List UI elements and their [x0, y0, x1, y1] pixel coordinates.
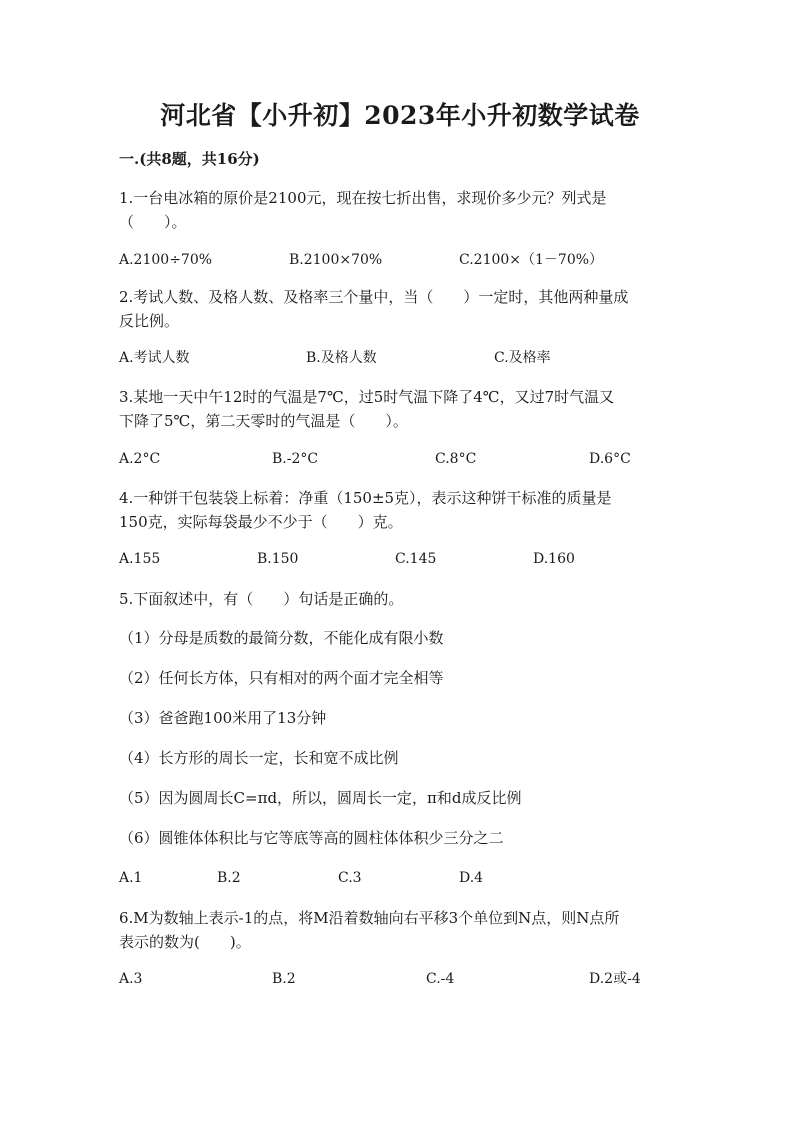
- question-6-stem-line-2: 表示的数为( )。: [119, 933, 251, 951]
- question-6-option-a: A.3: [119, 971, 143, 987]
- question-6-option-c: C.-4: [426, 971, 455, 987]
- question-5-statement-1: （1）分母是质数的最简分数，不能化成有限小数: [119, 629, 444, 647]
- question-5-option-c: C.3: [338, 870, 362, 886]
- question-5-statement-5: （5）因为圆周长C=πd，所以，圆周长一定，π和d成反比例: [119, 789, 522, 807]
- question-3-stem-line-2: 下降了5℃，第二天零时的气温是（ ）。: [119, 412, 408, 430]
- question-5-statement-4: （4）长方形的周长一定，长和宽不成比例: [119, 749, 399, 767]
- question-1-option-b: B.2100×70%: [289, 252, 383, 268]
- question-5-option-a: A.1: [119, 870, 143, 886]
- question-4-option-d: D.160: [533, 551, 575, 567]
- question-2-option-a: A.考试人数: [119, 350, 190, 366]
- exam-title: 河北省【小升初】2023年小升初数学试卷: [160, 101, 640, 130]
- question-5-stem: 5.下面叙述中，有（ ）句话是正确的。: [119, 590, 404, 608]
- question-5-option-b: B.2: [217, 870, 241, 886]
- question-4-option-c: C.145: [395, 551, 437, 567]
- question-5-statement-6: （6）圆锥体体积比与它等底等高的圆柱体体积少三分之二: [119, 829, 504, 847]
- question-3-option-a: A.2°C: [119, 451, 161, 467]
- question-6-option-d: D.2或-4: [589, 971, 641, 987]
- question-1-option-a: A.2100÷70%: [119, 252, 213, 268]
- question-3-option-c: C.8°C: [435, 451, 477, 467]
- question-4-option-b: B.150: [257, 551, 299, 567]
- section-heading: 一.(共8题，共16分): [119, 150, 260, 168]
- question-4-stem-line-1: 4.一种饼干包装袋上标着：净重（150±5克），表示这种饼干标准的质量是: [119, 489, 612, 507]
- question-1-option-c: C.2100×（1－70%）: [459, 252, 604, 268]
- question-5-statement-3: （3）爸爸跑100米用了13分钟: [119, 709, 327, 727]
- question-2-option-c: C.及格率: [494, 350, 551, 366]
- question-3-stem-line-1: 3.某地一天中午12时的气温是7℃，过5时气温下降了4℃，又过7时气温又: [119, 388, 615, 406]
- question-1-stem-line-2: （ ）。: [119, 213, 187, 231]
- question-2-option-b: B.及格人数: [306, 350, 377, 366]
- question-2-stem-line-1: 2.考试人数、及格人数、及格率三个量中，当（ ）一定时，其他两种量成: [119, 288, 629, 306]
- question-4-stem-line-2: 150克，实际每袋最少不少于（ ）克。: [119, 513, 403, 531]
- question-5-option-d: D.4: [459, 870, 484, 886]
- question-3-option-d: D.6°C: [589, 451, 631, 467]
- question-1-stem-line-1: 1.一台电冰箱的原价是2100元，现在按七折出售，求现价多少元？列式是: [119, 189, 607, 207]
- question-4-option-a: A.155: [119, 551, 161, 567]
- question-2-stem-line-2: 反比例。: [119, 312, 180, 330]
- question-3-option-b: B.-2°C: [272, 451, 319, 467]
- question-6-option-b: B.2: [272, 971, 296, 987]
- question-6-stem-line-1: 6.M为数轴上表示-1的点，将M沿着数轴向右平移3个单位到N点，则N点所: [119, 909, 620, 927]
- question-5-statement-2: （2）任何长方体，只有相对的两个面才完全相等: [119, 669, 444, 687]
